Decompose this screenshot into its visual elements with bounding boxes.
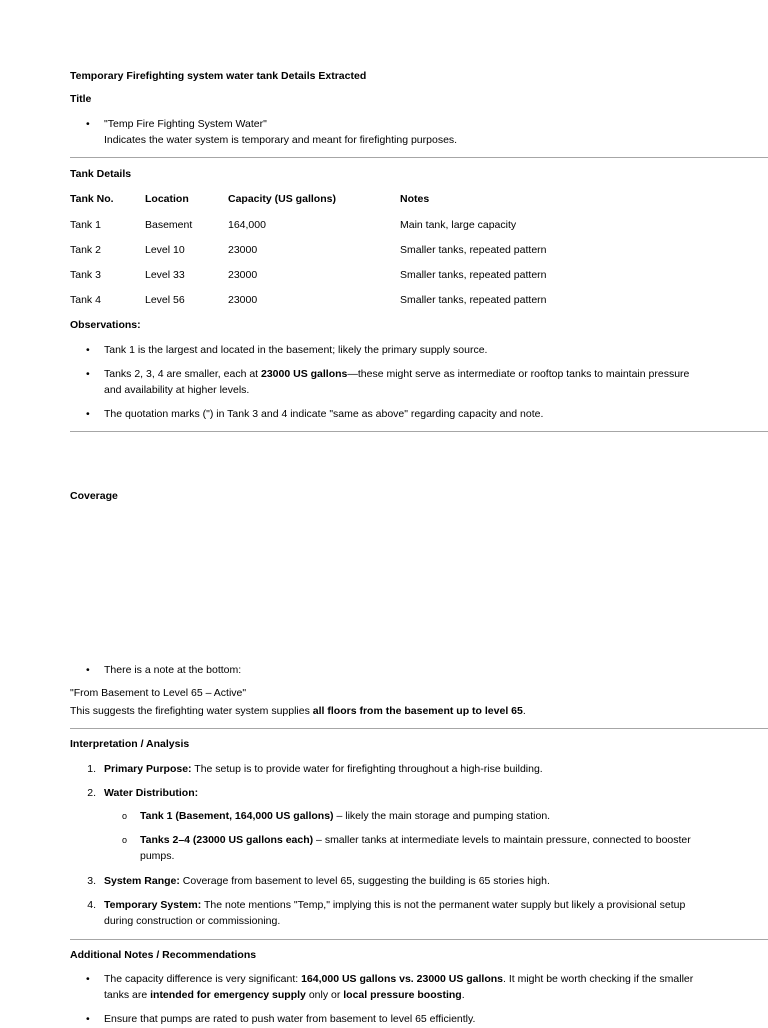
table-cell: Smaller tanks, repeated pattern <box>400 244 547 256</box>
list-number: 3. <box>87 875 96 887</box>
bullet-icon: • <box>86 408 90 420</box>
table-cell: 23000 <box>228 269 258 281</box>
table-header-notes: Notes <box>400 193 430 205</box>
text-segment: . It might be worth checking if the smaller <box>503 973 694 985</box>
text-segment: This suggests the firefighting water system supplies <box>70 705 313 717</box>
emphasis-text: local pressure boosting <box>343 989 462 1001</box>
table-cell: Level 10 <box>145 244 185 256</box>
text-segment: . <box>522 705 526 717</box>
list-item <box>104 762 543 778</box>
table-cell: Main tank, large capacity <box>400 219 517 231</box>
emphasis-text: Tank 1 (Basement, 164,000 US gallons) <box>140 810 334 822</box>
table-cell: Level 33 <box>145 269 185 281</box>
observation-item-continuation: and availability at higher levels. <box>104 384 250 396</box>
circle-bullet-icon: o <box>122 811 128 821</box>
table-cell: Tank 1 <box>70 219 101 231</box>
observation-item <box>104 367 689 383</box>
text-segment: tanks are <box>104 989 151 1001</box>
emphasis-text: all floors from the basement up to level 65 <box>312 705 523 717</box>
table-header-capacity: Capacity (US gallons) <box>228 193 336 205</box>
table-cell: Smaller tanks, repeated pattern <box>400 294 547 306</box>
emphasis-text: intended for emergency supply <box>150 989 306 1001</box>
text-segment: Tanks 2, 3, 4 are smaller, each at <box>104 368 261 380</box>
note-item: Ensure that pumps are rated to push water from basement to level 65 efficiently. <box>104 1013 476 1025</box>
note-item-continuation <box>104 988 465 1004</box>
observations-heading: Observations: <box>70 319 141 331</box>
list-item: Water Distribution: <box>104 787 199 799</box>
text-segment: only or <box>305 989 344 1001</box>
list-item <box>104 874 550 890</box>
list-number: 1. <box>87 763 96 775</box>
bullet-icon: • <box>86 368 90 380</box>
title-quote: "Temp Fire Fighting System Water" <box>104 118 267 130</box>
bullet-icon: • <box>86 973 90 985</box>
text-segment: The setup is to provide water for firefighting throughout a high-rise building. <box>191 763 543 775</box>
list-number: 4. <box>87 899 96 911</box>
coverage-heading: Coverage <box>70 490 118 502</box>
divider <box>70 431 768 432</box>
item-label: Primary Purpose: <box>104 763 192 775</box>
table-cell: 23000 <box>228 294 258 306</box>
text-segment: – likely the main storage and pumping station. <box>333 810 551 822</box>
emphasis-text: 164,000 US gallons vs. 23000 US gallons <box>301 973 504 985</box>
text-segment: – smaller tanks at intermediate levels to maintain pressure, connected to booster <box>313 834 691 846</box>
bullet-icon: • <box>86 344 90 356</box>
sub-list-item <box>140 833 691 849</box>
table-cell: 23000 <box>228 244 258 256</box>
note-item <box>104 972 693 988</box>
text-segment: The note mentions "Temp," implying this is not the permanent water supply but likely a provisional setup <box>201 899 686 911</box>
title-description: Indicates the water system is temporary and meant for firefighting purposes. <box>104 134 458 146</box>
divider <box>70 939 768 940</box>
tank-details-heading: Tank Details <box>70 168 132 180</box>
bullet-icon: • <box>86 664 90 676</box>
observation-item: The quotation marks (") in Tank 3 and 4 indicate "same as above" regarding capacity and note. <box>104 408 544 420</box>
item-label: System Range: <box>104 875 180 887</box>
bullet-icon: • <box>86 118 90 130</box>
table-cell: Tank 4 <box>70 294 101 306</box>
coverage-quote: "From Basement to Level 65 – Active" <box>70 687 247 699</box>
coverage-summary <box>70 704 526 720</box>
table-cell: Tank 2 <box>70 244 101 256</box>
coverage-bullet: There is a note at the bottom: <box>104 664 242 676</box>
table-header-tank-no: Tank No. <box>70 193 114 205</box>
interpretation-heading: Interpretation / Analysis <box>70 738 190 750</box>
text-segment: —these might serve as intermediate or rooftop tanks to maintain pressure <box>347 368 690 380</box>
text-segment: . <box>461 989 465 1001</box>
emphasis-text: 23000 US gallons <box>261 368 348 380</box>
text-segment: Coverage from basement to level 65, suggesting the building is 65 stories high. <box>179 875 550 887</box>
divider <box>70 157 768 158</box>
table-cell: Basement <box>145 219 193 231</box>
sub-list-item <box>140 809 550 825</box>
observation-item: Tank 1 is the largest and located in the basement; likely the primary supply source. <box>104 344 488 356</box>
bullet-icon: • <box>86 1013 90 1025</box>
divider <box>70 728 768 729</box>
table-header-location: Location <box>145 193 189 205</box>
table-cell: Level 56 <box>145 294 185 306</box>
list-item <box>104 898 685 914</box>
document-title: Temporary Firefighting system water tank Details Extracted <box>70 70 367 82</box>
emphasis-text: Tanks 2–4 (23000 US gallons each) <box>140 834 314 846</box>
table-cell: Tank 3 <box>70 269 101 281</box>
list-number: 2. <box>87 787 96 799</box>
additional-notes-heading: Additional Notes / Recommendations <box>70 949 257 961</box>
text-segment: The capacity difference is very significant: <box>104 973 302 985</box>
item-label: Temporary System: <box>104 899 202 911</box>
sub-list-item-continuation: pumps. <box>140 850 175 862</box>
table-cell: 164,000 <box>228 219 266 231</box>
list-item-continuation: during construction or commissioning. <box>104 915 281 927</box>
table-cell: Smaller tanks, repeated pattern <box>400 269 547 281</box>
circle-bullet-icon: o <box>122 835 128 845</box>
title-heading: Title <box>70 93 92 105</box>
